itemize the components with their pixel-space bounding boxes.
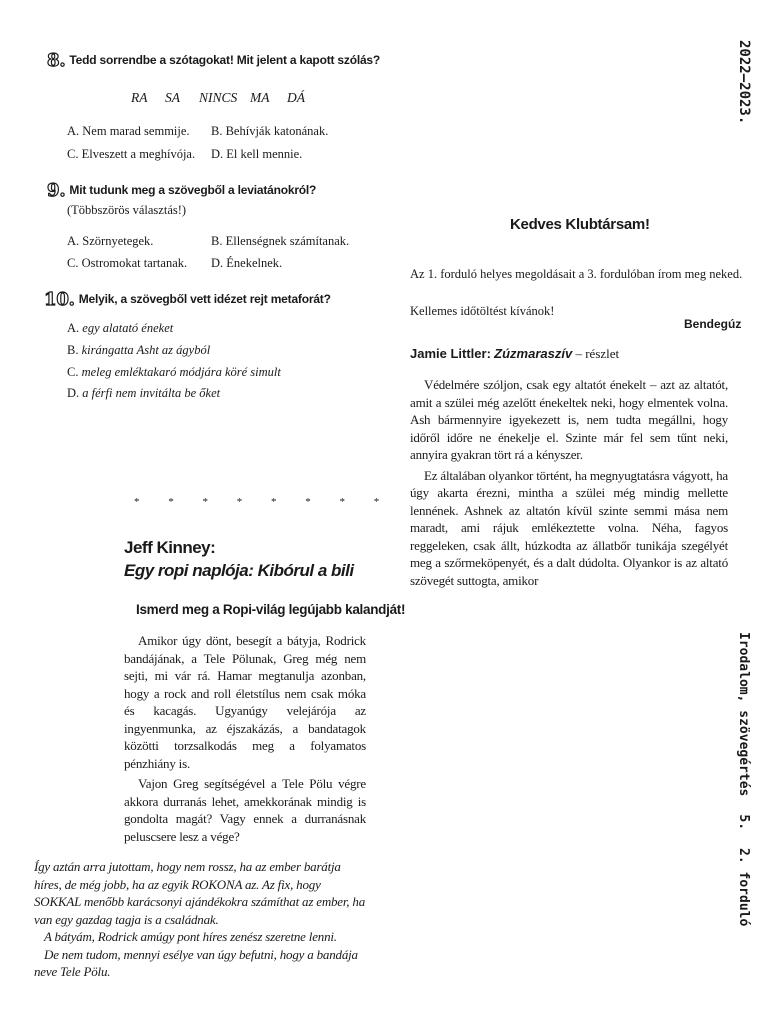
book-blurb-paragraph-2: Vajon Greg segítségével a Tele Pölu végre akkora durranás lehet, amekkorának mindig is gondolta magát? Vagy ennek a durranásnak peluscsere lesz a vége? [124, 776, 366, 844]
q10-option-a [67, 321, 173, 336]
syllable-3: NINCS [199, 90, 238, 105]
excerpt-suffix: – részlet [575, 346, 620, 361]
question-8-text: Tedd sorrendbe a szótagokat! Mit jelent a kapott szólás? [69, 53, 381, 67]
q10-option-b-text: kirángatta Asht az ágyból [81, 343, 211, 357]
q10-option-a-letter: A. [67, 321, 80, 335]
sidebar-grade: 5. [736, 814, 751, 831]
book-title: Egy ropi naplója: Kibórul a bili [124, 561, 354, 580]
excerpt-title: Zúzmaraszív [494, 346, 573, 361]
book-blurb-paragraph-1: Amikor úgy dönt, besegít a bátyja, Rodrick bandájának, a Tele Pölunak, Greg még nem sejti, mi vár rá. Hamar megtanulja azonban, hogy a rock and roll életstílus nem csak móka és kacagás. Ugyanúgy velejárója az ingyenmunka, az éjszakázás, a bandatagok közötti torzsalkodás meg a folyamatos pénzhiány is. [124, 633, 366, 771]
book-quote-paragraph-1: Így aztán arra jutottam, hogy nem rossz, ha az ember barátja híres, de még jobb, ha az egyik ROKONA az. Az fix, hogy SOKKAL menőbb karácsonyi ajándékokra számíthat az ember, ha van egy gazdag tagja is a családnak. [34, 859, 365, 927]
question-10-text: Melyik, a szövegből vett idézet rejt metaforát? [78, 292, 331, 306]
question-8-number: 8. [47, 50, 66, 71]
sidebar-round: 2. forduló [736, 848, 751, 927]
book-author: Jeff Kinney: [124, 538, 216, 557]
question-8-title [47, 50, 380, 71]
book-blurb [124, 632, 366, 848]
question-10-number: 10. [44, 289, 75, 310]
question-9-text: Mit tudunk meg a szövegből a leviatánokról? [69, 183, 317, 197]
q8-option-d: D. El kell mennie. [211, 147, 303, 161]
star-separator: * * * * * * * * [134, 496, 393, 508]
q10-option-d [67, 386, 220, 401]
sidebar-year: 2022–2023. [736, 40, 752, 125]
q9-option-a: A. Szörnyetegek. [67, 234, 154, 248]
q9-note: (Többszörös választás!) [67, 203, 187, 217]
book-quote-paragraph-2: A bátyám, Rodrick amúgy pont híres zenész szeretne lenni. [44, 929, 337, 944]
question-9-number: 9. [47, 180, 66, 201]
q10-option-d-text: a férfi nem invitálta be őket [82, 386, 221, 400]
q8-option-b: B. Behívják katonának. [211, 124, 329, 138]
excerpt-author: Jamie Littler: [410, 346, 491, 361]
q10-option-c [67, 365, 281, 380]
q8-option-a: A. Nem marad semmije. [67, 124, 190, 138]
q10-option-d-letter: D. [67, 386, 80, 400]
excerpt-paragraph-1: Védelmére szóljon, csak egy altatót énekelt – azt az altatót, amit a szülei még azelőtt énekeltek neki, hogy elmentek volna. Ash bármennyire igyekezett is, nem tudta megállni, hogy időről időre ne énekelje el. Szinte már fel sem tűnt neki, annyira gyakran tört rá a kényszer. [410, 377, 728, 462]
syllable-1: RA [131, 90, 148, 105]
excerpt-body [410, 376, 728, 592]
q8-option-c: C. Elveszett a meghívója. [67, 147, 196, 161]
sidebar-subject: Irodalom, szövegértés [736, 632, 751, 797]
q9-option-c: C. Ostromokat tartanak. [67, 256, 188, 270]
q9-option-b: B. Ellenségnek számítanak. [211, 234, 350, 248]
letter-line-1: Az 1. forduló helyes megoldásait a 3. fordulóban írom meg neked. [410, 267, 743, 281]
letter-greeting: Kedves Klubtársam! [510, 216, 650, 233]
question-10-title [44, 289, 331, 310]
sidebar-subject-line [736, 632, 751, 926]
syllable-5: DÁ [287, 90, 305, 105]
q10-option-b-letter: B. [67, 343, 79, 357]
question-9-title [47, 180, 316, 201]
book-subtitle: Ismerd meg a Ropi-világ legújabb kalandját! [136, 602, 406, 617]
letter-line-2: Kellemes időtöltést kívánok! [410, 304, 555, 318]
book-quote [34, 858, 368, 981]
q10-option-c-letter: C. [67, 365, 79, 379]
excerpt-paragraph-2: Ez általában olyankor történt, ha megnyugtatásra vágyott, ha úgy akarta érezni, mintha a szülei még mindig mellette lennének. Ashnek az altatón kívül szinte semmi mása nem maradt, ami rájuk emlékeztette volna. Néha, fagyos reggeleken, csak állt, húzkodta az állatbőr tunikája szegélyét meg a szőrmeköpenyét, és a dalt dúdolta. Olyankor is az altató szövegét suttogta, amikor [410, 467, 728, 588]
book-quote-paragraph-3: De nem tudom, mennyi esélye van úgy befutni, hogy a bandája neve Tele Pölu. [34, 946, 358, 979]
q10-option-a-text: egy alatató éneket [82, 321, 174, 335]
syllable-4: MA [250, 90, 270, 105]
q9-option-d: D. Énekelnek. [211, 256, 283, 270]
letter-signature: Bendegúz [684, 317, 742, 331]
excerpt-heading [410, 346, 619, 362]
q10-option-c-text: meleg emléktakaró módjára köré simult [81, 365, 281, 379]
syllable-2: SA [165, 90, 180, 105]
q10-option-b [67, 343, 210, 358]
